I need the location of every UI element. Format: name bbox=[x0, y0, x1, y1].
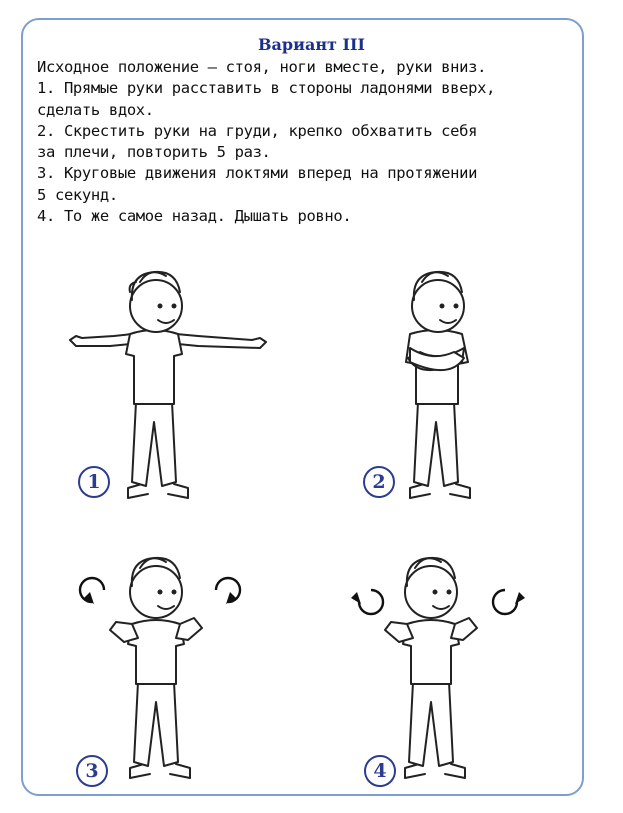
instruction-line: сделать вдох. bbox=[37, 100, 154, 119]
exercise-figure-3 bbox=[80, 550, 240, 782]
instruction-line: 5 секунд. bbox=[37, 185, 118, 204]
instruction-line: 4. То же самое назад. Дышать ровно. bbox=[37, 207, 352, 226]
instruction-line: Исходное положение — стоя, ноги вместе, руки вниз. bbox=[37, 58, 487, 76]
figure-number-badge: 2 bbox=[363, 466, 395, 498]
instruction-line: 1. Прямые руки расставить в стороны ладонями вверх, bbox=[37, 79, 496, 98]
instruction-line: за плечи, повторить 5 раз. bbox=[37, 143, 271, 162]
exercise-figure-1 bbox=[70, 262, 280, 502]
figure-number-badge: 1 bbox=[78, 466, 110, 498]
exercise-figure-2 bbox=[400, 262, 510, 502]
figure-number-badge: 3 bbox=[76, 755, 108, 787]
instruction-line: 3. Круговые движения локтями вперед на протяжении bbox=[37, 164, 478, 183]
figure-number-badge: 4 bbox=[364, 755, 396, 787]
exercise-figure-4 bbox=[345, 550, 530, 782]
exercise-instructions bbox=[37, 57, 577, 227]
variant-title: Вариант III bbox=[258, 35, 365, 54]
instruction-line: 2. Скрестить руки на груди, крепко обхватить себя bbox=[37, 121, 478, 140]
